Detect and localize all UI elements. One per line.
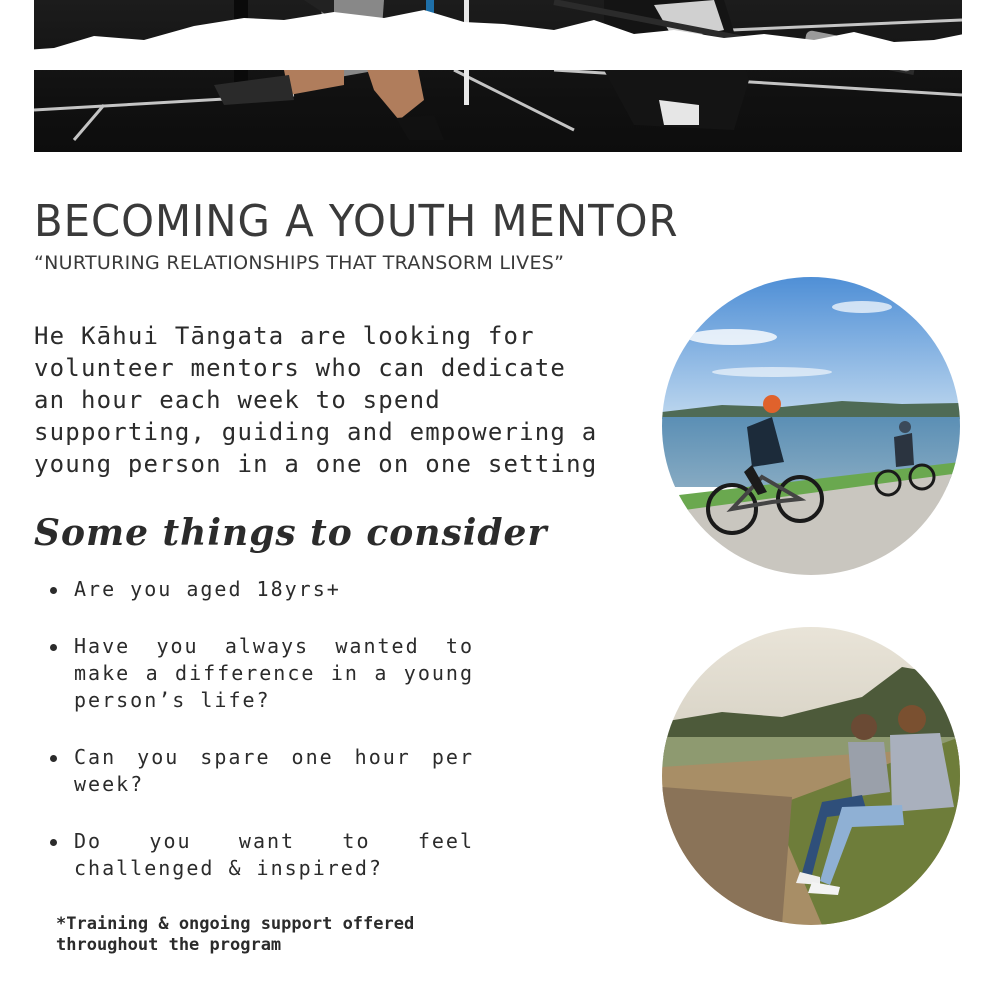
considerations-list <box>44 576 474 882</box>
footnote-line: throughout the program <box>56 935 282 955</box>
considerations-heading: Some things to consider <box>34 512 548 554</box>
intro-line: volunteer mentors who can dedicate <box>34 354 567 382</box>
hero-photo <box>34 0 962 152</box>
torn-paper-edge <box>34 0 962 70</box>
cyclists-lakeside-photo <box>662 277 960 575</box>
list-item: Do you want to feel challenged & inspired? <box>44 828 474 882</box>
list-item: Have you always wanted to make a difference in a young person’s life? <box>44 633 474 714</box>
footnote <box>56 914 476 956</box>
intro-line: He Kāhui Tāngata are looking for <box>34 322 535 350</box>
intro-paragraph <box>34 320 634 480</box>
intro-line: an hour each week to spend <box>34 386 441 414</box>
intro-line: young person in a one on one setting <box>34 450 598 478</box>
list-item: Can you spare one hour per week? <box>44 744 474 798</box>
cyclists-photo <box>662 277 960 575</box>
two-women-sitting-lakeside-photo <box>662 627 960 925</box>
intro-line: supporting, guiding and empowering a <box>34 418 598 446</box>
list-item: Are you aged 18yrs+ <box>44 576 474 603</box>
footnote-line: *Training & ongoing support offered <box>56 914 415 934</box>
mentoring-photo <box>662 627 960 925</box>
page-subtitle: “NURTURING RELATIONSHIPS THAT TRANSORM LIVES” <box>34 252 565 274</box>
page-title: BECOMING A YOUTH MENTOR <box>34 196 679 247</box>
